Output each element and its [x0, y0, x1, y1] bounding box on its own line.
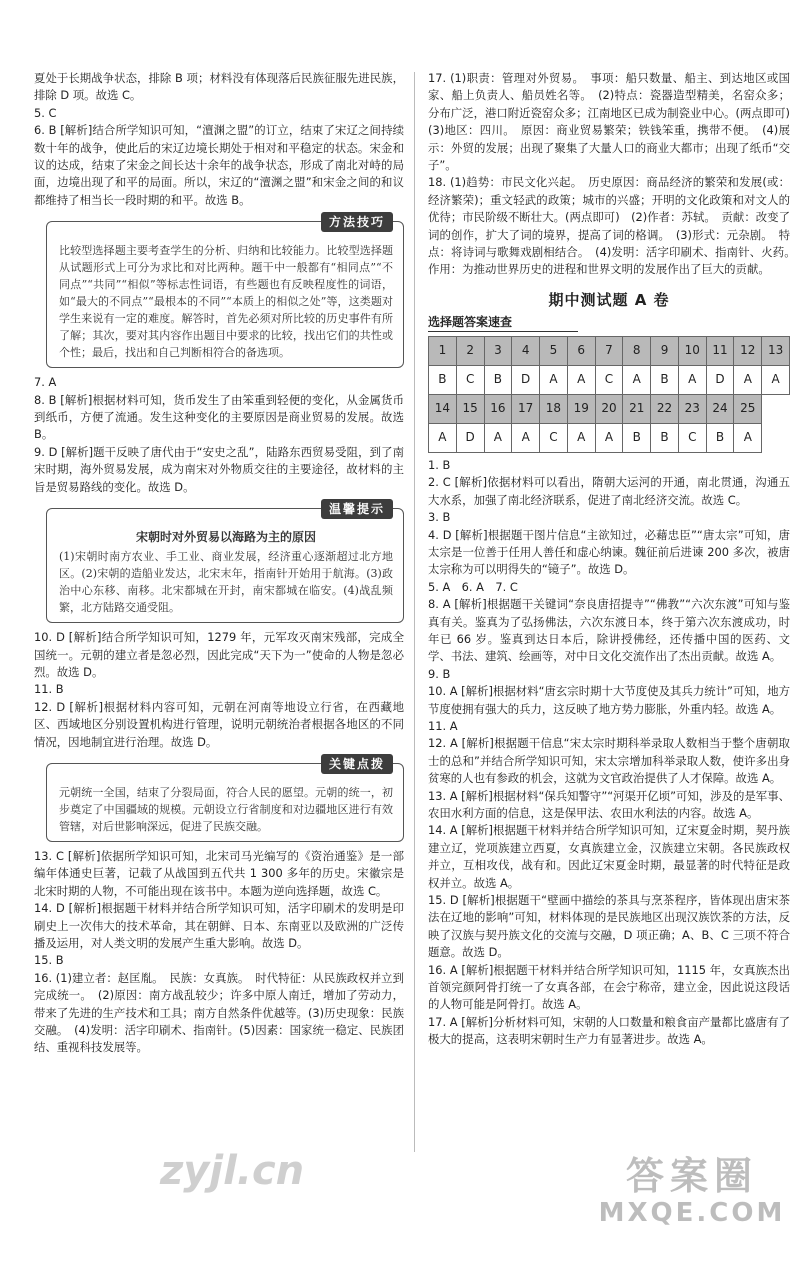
answer-item: 16. A [解析]根据题干材料并结合所学知识可知，1115 年，女真族杰出首领完颜阿骨打统一了女真各部，在会宁称帝，建立金，因此说这段话的人物可能是阿骨打。故选 A。 — [428, 962, 790, 1012]
question-number-cell: 4 — [512, 336, 540, 365]
answer-item: 7. A — [34, 375, 57, 390]
question-number-cell: 20 — [595, 394, 623, 423]
tip-title: 宋朝时对外贸易以海路为主的原因 — [135, 530, 316, 545]
question-number-cell: 6 — [567, 336, 595, 365]
answer-cell: A — [762, 365, 790, 394]
answer-item: 12. A [解析]根据题干信息“宋太宗时期科举录取人数相当于整个唐朝取士的总和”并结合所学知识可知，宋太宗增加科举录取人数，使许多出身贫寒的人也有参政的机会，这就为文官政治提供了人才保障。故选 A。 — [428, 736, 790, 786]
question-number-cell: 21 — [623, 394, 651, 423]
zyjl-watermark: zyjl.cn — [160, 1147, 305, 1194]
answer-cell: B — [706, 423, 734, 452]
answer-item: 8. A [解析]根据题干关键词“奈良唐招提寺”“佛教”“六次东渡”可知与鉴真有关。鉴真为了弘扬佛法，六次东渡日本，终于第六次东渡成功，时年已 66 岁。鉴真到达日本后，除讲授佛经，还传播中国的医药、文学、书法、建筑、绘画等，对中日文化交流作出了杰出贡献。故选 A。 — [428, 597, 790, 664]
answer-cell: B — [651, 423, 679, 452]
question-number-cell: 8 — [623, 336, 651, 365]
question-number-cell: 3 — [484, 336, 512, 365]
answer-item: 14. D [解析]根据题干材料并结合所学知识可知，活字印刷术的发明是印刷史上一次伟大的技术革命，其在朝鲜、日本、东南亚以及欧洲的广泛传播及运用，对人类文明的发展产生重大影响。故选 D。 — [34, 901, 404, 950]
answer-row-answers — [429, 365, 790, 394]
answer-item: 10. A [解析]根据材料“唐玄宗时期十大节度使及其兵力统计”可知，地方节度使拥有强大的兵力，这反映了地方势力膨胀，外重内轻。故选 A。 — [428, 684, 790, 716]
answer-cell: B — [651, 365, 679, 394]
answer-item: 6. B [解析]结合所学知识可知，“澶渊之盟”的订立，结束了宋辽之间持续数十年的战争，使此后的宋辽边境长期处于相对和平稳定的状态。宋金和议的达成，结束了宋金之间长达十余年的战争状态，形成了南北对峙的局面，边境出现了和平的局面。所以，宋辽的“澶渊之盟”和宋金之间的和议都维持了相当长一段时期的和平。故选 B。 — [34, 123, 404, 207]
answer-item: 3. B — [428, 510, 451, 525]
site-watermark — [592, 1154, 792, 1240]
answer-item: 8. B [解析]根据材料可知，货币发生了由笨重到轻便的变化，从金属货币到纸币，方便了流通。发生这种变化的主要原因是商业贸易的发展。故选 B。 — [34, 392, 404, 442]
tip-text: 元朝统一全国，结束了分裂局面，符合人民的愿望。元朝的统一，初步奠定了中国疆域的规模。元朝设立行省制度和对边疆地区进行有效管辖，对后世影响深远，促进了民族交融。 — [59, 785, 393, 833]
question-number-cell: 17 — [512, 394, 540, 423]
answer-row-answers — [429, 423, 790, 452]
answer-item: 13. A [解析]根据材料“保兵知警守”“河渠开亿顷”可知，涉及的是军事、农田水利方面的信息，这是保甲法、农田水利法的内容。故选 A。 — [428, 788, 790, 820]
answer-item: 4. D [解析]根据题干图片信息“主欲知过，必藉忠臣”“唐太宗”可知，唐太宗是一位善于任用人善任和虚心纳谏。魏征前后进谏 200 多次，被唐太宗称为可以明得失的“镜子”。故选 D。 — [428, 527, 790, 577]
question-number-cell: 25 — [734, 394, 762, 423]
question-number-cell: 10 — [678, 336, 706, 365]
question-number-cell: 16 — [484, 394, 512, 423]
question-number-cell: 23 — [678, 394, 706, 423]
answer-cell: A — [540, 365, 568, 394]
watermark-url: MXQE.COM — [598, 1198, 786, 1228]
answer-item: 16. (1)建立者：赵匡胤。 民族：女真族。 时代特征：从民族政权并立到完成统一。 (2)原因：南方战乱较少；许多中原人南迁，增加了劳动力，带来了先进的生产技术和工具；南方自然条件优越等。(3)历史现象：民族交融。 (4)发明：活字印刷术、指南针。(5)因素：国家统一稳定、民族团结、重视科技发展等。 — [34, 970, 404, 1055]
answer-item: 14. A [解析]根据题干材料并结合所学知识可知，辽宋夏金时期，契丹族建立辽，党项族建立西夏，女真族建立金，汉族建立宋朝。各民族政权并立，互相攻伐，战有和。因此辽宋夏金时期，最显著的时代特征是政权并立。故选 A。 — [428, 823, 790, 890]
answer-cell: B — [623, 423, 651, 452]
right-column — [428, 70, 802, 1049]
tip-badge: 温馨提示 — [321, 499, 393, 519]
answer-table — [428, 336, 790, 453]
tip-badge: 方法技巧 — [321, 212, 393, 232]
answer-row-numbers — [429, 336, 790, 365]
answer-cell: A — [595, 423, 623, 452]
answer-item: 夏处于长期战争状态，排除 B 项；材料没有体现落后民族征服先进民族，排除 D 项。故选 C。 — [34, 71, 404, 103]
tip-text: 比较型选择题主要考查学生的分析、归纳和比较能力。比较型选择题从试题形式上可分为求比和对比两种。题干中一般都有“相同点”“不同点”“共同”“相似”等标志性词语，有些题也有反映程度性的词语，如“最大的不同点”“最根本的不同”“本质上的相似之处”等，这类题对学生来说有一定的难度。解答时，首先必须对所比较的历史事件有所了解；其次，要对其内容作出题目中要求的比较，找出它们的共性或个性；最后，找出和自己判断相符合的备选项。 — [59, 244, 393, 360]
question-number-cell: 1 — [429, 336, 457, 365]
answer-cell: A — [734, 365, 762, 394]
question-number-cell: 2 — [456, 336, 484, 365]
tip-badge: 关键点拨 — [321, 754, 393, 774]
question-number-cell: 5 — [540, 336, 568, 365]
tip-box — [46, 502, 404, 623]
answer-item: 1. B — [428, 457, 451, 472]
answer-cell: A — [623, 365, 651, 394]
answer-cell: A — [567, 365, 595, 394]
tip-box — [46, 215, 404, 368]
right-top-answers — [428, 70, 802, 279]
answer-cell: A — [567, 423, 595, 452]
tip-text: (1)宋朝时南方农业、手工业、商业发展，经济重心逐渐超过北方地区。(2)宋朝的造船业发达，北宋末年，指南针开始用于航海。(3)政治中心东移、南移。北宋都城在开封，南宋都城在临安。(4)战乱频繁，北方陆路交通受阻。 — [59, 550, 393, 615]
question-number-cell: 18 — [540, 394, 568, 423]
question-number-cell: 19 — [567, 394, 595, 423]
column-divider — [414, 72, 415, 1152]
answer-cell: D — [706, 365, 734, 394]
answer-item: 10. D [解析]结合所学知识可知，1279 年，元军攻灭南宋残部，完成全国统一。元朝的建立者是忽必烈，因此完成“天下为一”使命的人物是忽必烈。故选 D。 — [34, 630, 404, 679]
answer-cell: C — [595, 365, 623, 394]
right-bottom-answers — [428, 457, 790, 1049]
question-number-cell: 14 — [429, 394, 457, 423]
answer-cell: D — [512, 365, 540, 394]
answer-cell: B — [429, 365, 457, 394]
answer-cell: C — [540, 423, 568, 452]
answer-item: 17. (1)职责：管理对外贸易。 事项：船只数量、船主、到达地区或国家、船上负责人、船员姓名等。 (2)特点：瓷器造型精美，名窑众多；分布广泛，港口附近瓷窑众多；江南地区已成为制瓷业中心。(两点即可) (3)地区：四川。 原因：商业贸易繁荣；铁钱笨重，携带不便。 (4)展示：外贸的发展；出现了聚集了大量人口的商业大都市；出现了纸币“交子”。 — [428, 71, 802, 173]
left-column — [34, 70, 404, 1057]
question-number-cell: 13 — [762, 336, 790, 365]
answer-item: 9. D [解析]题干反映了唐代由于“安史之乱”，陆路东西贸易受阻，到了南宋时期，海外贸易发展，成为南宋对外物质交往的主要途径，故材料的主旨是贸易路线的变化。故选 D。 — [34, 444, 404, 494]
answer-cell: A — [678, 365, 706, 394]
answer-item: 11. B — [34, 682, 64, 697]
question-number-cell: 24 — [706, 394, 734, 423]
question-number-cell: 12 — [734, 336, 762, 365]
answer-item: 13. C [解析]依据所学知识可知，北宋司马光编写的《资治通鉴》是一部编年体通史巨著，记载了从战国到五代共 1 300 多年的历史。宋徽宗是北宋时期的人物，不可能出现在该书中。本题为逆向选择题，故选 C。 — [34, 848, 404, 898]
question-number-cell: 15 — [456, 394, 484, 423]
answer-item: 15. B — [34, 953, 64, 968]
answer-item: 5. C — [34, 105, 57, 120]
answer-row-numbers — [429, 394, 790, 423]
answer-cell: A — [429, 423, 457, 452]
exam-title: 期中测试题 A 卷 — [548, 290, 670, 309]
empty-cell — [762, 423, 790, 452]
answer-cell: A — [512, 423, 540, 452]
watermark-logo-text: 答案圈 — [625, 1154, 758, 1198]
answer-cell: A — [734, 423, 762, 452]
answer-item: 15. D [解析]根据题干“壁画中描绘的茶具与烹茶程序，皆体现出唐宋茶法在辽地的影响”可知，材料体现的是民族地区出现汉族饮茶的方法，反映了汉族与契丹族文化的交流与交融，D 项正确；A、B、C 三项不符合题意。故选 D。 — [428, 893, 790, 960]
answer-cell: C — [456, 365, 484, 394]
question-number-cell: 11 — [706, 336, 734, 365]
question-number-cell: 22 — [651, 394, 679, 423]
quick-answer-label: 选择题答案速查 — [428, 313, 578, 332]
answer-cell: D — [456, 423, 484, 452]
question-number-cell: 9 — [651, 336, 679, 365]
answer-cell: C — [678, 423, 706, 452]
answer-cell: B — [484, 365, 512, 394]
answer-item: 11. A — [428, 718, 458, 733]
tip-box — [46, 756, 404, 842]
answer-cell: A — [484, 423, 512, 452]
answer-item: 12. D [解析]根据材料内容可知，元朝在河南等地设立行省，在西藏地区、西域地区分别设置机构进行管理，说明元朝统治者根据各地区的不同情况，因地制宜进行治理。故选 D。 — [34, 699, 404, 749]
answer-item: 17. A [解析]分析材料可知，宋朝的人口数量和粮食亩产量都比盛唐有了极大的提高，这表明宋朝时生产力有显著进步。故选 A。 — [428, 1014, 790, 1047]
answer-item: 5. A 6. A 7. C — [428, 579, 518, 594]
question-number-cell: 7 — [595, 336, 623, 365]
answer-item: 18. (1)趋势：市民文化兴起。 历史原因：商品经济的繁荣和发展(或：经济繁荣)；重文轻武的政策；城市的兴盛；开明的文化政策和对文人的优待；市民阶级不断壮大。(两点即可) (2)作者：苏轼。 贡献：改变了词的创作，扩大了词的境界，提高了词的格调。 (3)形式：元杂剧。 特点：将诗词与歌舞戏剧相结合。 (4)发明：活字印刷术、指南针、火药。 作用：为推动世界历史的进程和世界文明的发展作出了巨大的贡献。 — [428, 175, 802, 277]
answer-item: 9. B — [428, 666, 451, 681]
empty-cell — [762, 394, 790, 423]
answer-item: 2. C [解析]依据材料可以看出，隋朝大运河的开通，南北贯通，沟通五大水系，加强了南北经济联系，促进了南北经济交流。故选 C。 — [428, 475, 790, 507]
